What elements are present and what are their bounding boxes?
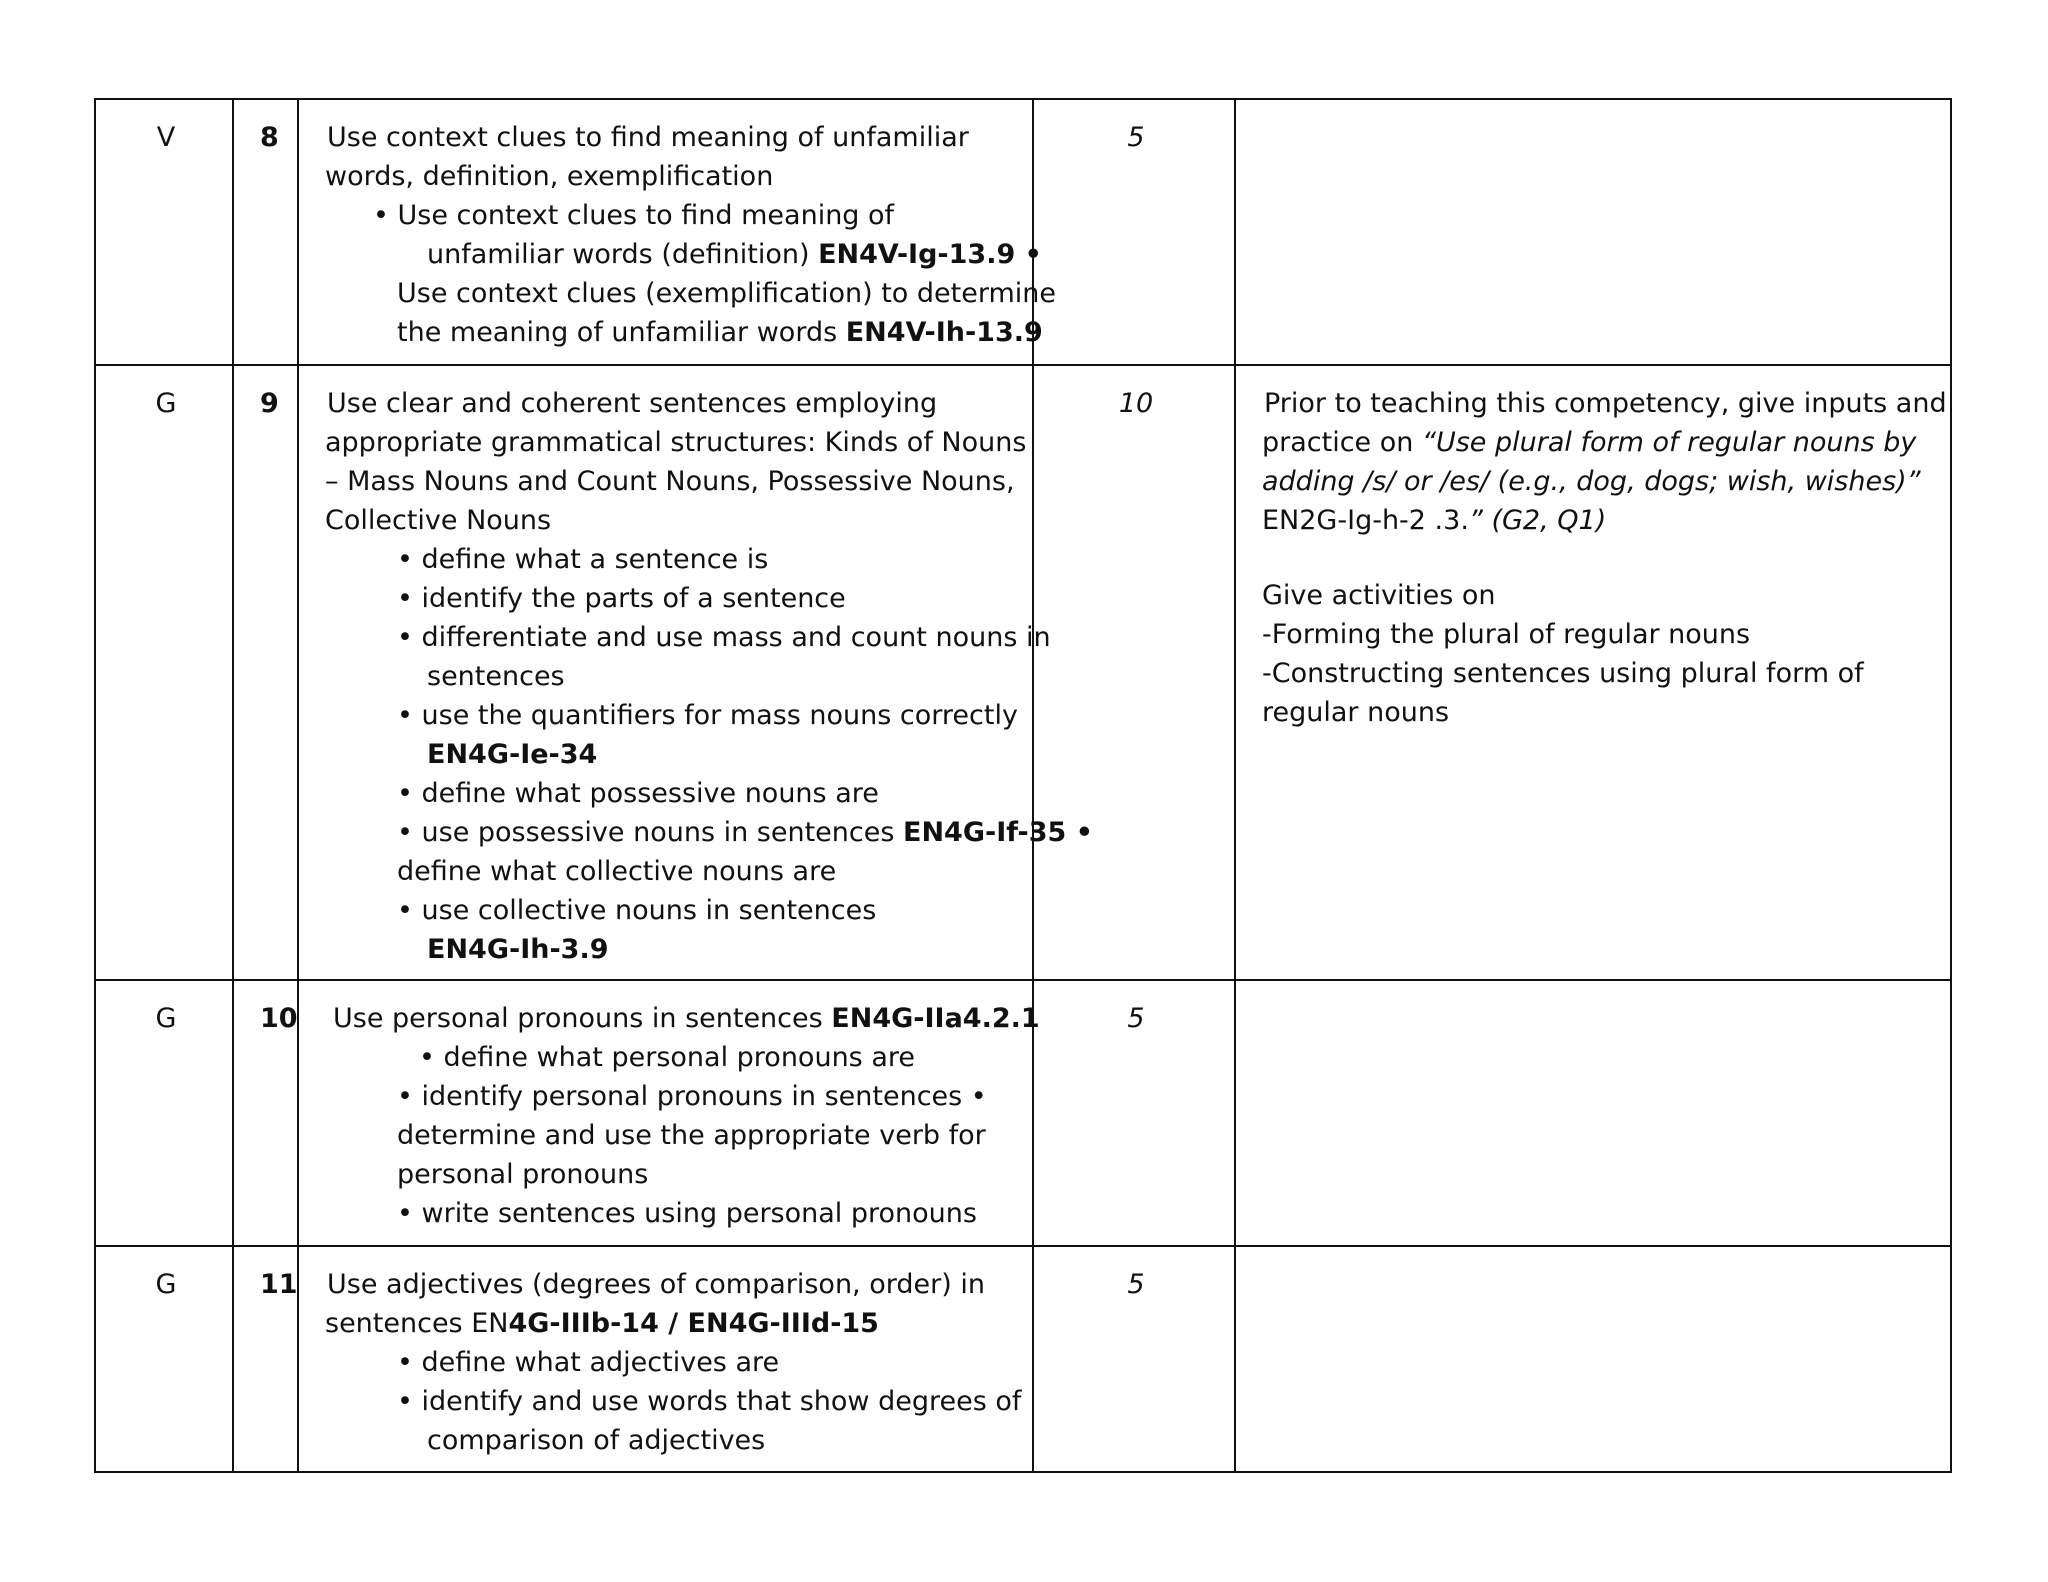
domain-cell: G [95,980,233,1246]
competency-number: 8 [233,99,298,365]
notes-cell [1235,99,1951,365]
competency-number: 10 [233,980,298,1246]
curriculum-table [94,98,1952,1473]
table-row [95,99,1951,365]
notes-text: -Constructing sentences using plural form of [1262,658,1864,689]
notes-code: EN2G-Ig-h-2 .3. [1262,505,1469,536]
competency-code: EN4G-IIa4.2.1 [831,1003,1040,1034]
notes-quote: “Use plural form of regular nouns by [1421,427,1917,458]
competency-bullet: • use the quantifiers for mass nouns correctly [397,700,1018,731]
competency-bullet: • write sentences using personal pronouns [397,1198,977,1229]
time-allotment: 5 [1033,1246,1235,1472]
competency-text: • use possessive nouns in sentences [397,817,903,848]
competency-text: unfamiliar words (definition) [427,239,819,270]
table-row [95,1246,1951,1472]
notes-text [1262,423,1928,462]
competency-text [325,999,1040,1038]
competency-cell [298,980,1040,1246]
competency-bullet: • use collective nouns in sentences [397,895,877,926]
competency-bullet: • Use context clues to find meaning of [373,200,895,231]
time-allotment: 10 [1033,365,1235,980]
notes-reference: ” (G2, Q1) [1468,505,1607,536]
notes-text: Prior to teaching this competency, give inputs and [1264,388,1947,419]
competency-bullet: • identify and use words that show degrees of [397,1386,1022,1417]
competency-text: appropriate grammatical structures: Kinds of Nouns [325,427,1027,458]
competency-number: 9 [233,365,298,980]
competency-cell [298,1246,1033,1472]
competency-text [325,1304,1010,1343]
competency-text: the meaning of unfamiliar words [397,317,846,348]
time-allotment: 5 [1033,980,1235,1246]
competency-bullet-cont: comparison of adjectives [427,1425,766,1456]
notes-cell [1235,1246,1951,1472]
competency-cell [298,365,1093,980]
time-allotment: 5 [1033,99,1235,365]
competency-text-part: Use personal pronouns in sentences [333,1003,832,1034]
competency-bullet: • identify the parts of a sentence [397,583,846,614]
competency-bullet-cont: determine and use the appropriate verb for [397,1120,986,1151]
notes-cell [1235,980,1951,1246]
domain-cell: V [95,99,233,365]
competency-text: Use clear and coherent sentences employing [327,388,938,419]
competency-bullet: • define what adjectives are [397,1347,780,1378]
competency-code: EN4G-Ih-3.9 [427,934,609,965]
competency-text-part: sentences EN [325,1308,509,1339]
competency-text: words, definition, exemplification [325,161,774,192]
competency-bullet: Use context clues (exemplification) to determine [397,278,1056,309]
competency-bullet-cont: define what collective nouns are [397,856,837,887]
notes-text: regular nouns [1262,697,1450,728]
notes-cell [1235,365,1951,980]
competency-text: – Mass Nouns and Count Nouns, Possessive Nouns, [325,466,1015,497]
competency-code: EN4V-Ig-13.9 • [818,239,1042,270]
competency-bullet: • define what a sentence is [397,544,769,575]
competency-bullet: • differentiate and use mass and count nouns in [397,622,1051,653]
notes-text [1262,501,1928,540]
notes-spacer [1262,540,1928,576]
competency-bullet [325,813,1093,852]
competency-bullet-cont: sentences [427,661,565,692]
competency-bullet: • define what personal pronouns are [419,1042,915,1073]
notes-text: -Forming the plural of regular nouns [1262,619,1751,650]
domain-cell: G [95,365,233,980]
table-row [95,980,1951,1246]
competency-bullet-cont [325,235,1042,274]
table-row [95,365,1951,980]
domain-cell: G [95,1246,233,1472]
competency-text: Use context clues to find meaning of unfamiliar [327,122,969,153]
competency-bullet-cont: personal pronouns [397,1159,649,1190]
notes-text-part: practice on [1262,427,1422,458]
competency-code: 4G-IIIb-14 / EN4G-IIId-15 [508,1308,879,1339]
competency-text: Collective Nouns [325,505,552,536]
competency-code: EN4G-If-35 • [903,817,1093,848]
notes-text: Give activities on [1262,580,1496,611]
competency-number: 11 [233,1246,298,1472]
competency-bullet: • define what possessive nouns are [397,778,879,809]
competency-code: EN4G-Ie-34 [427,739,598,770]
competency-cell [298,99,1056,365]
notes-quote: adding /s/ or /es/ (e.g., dog, dogs; wish, wishes)” [1262,466,1921,497]
competency-code: EN4V-Ih-13.9 [845,317,1043,348]
competency-bullet-cont [325,313,1043,352]
competency-bullet: • identify personal pronouns in sentences • [397,1081,987,1112]
competency-text: Use adjectives (degrees of comparison, order) in [327,1269,985,1300]
